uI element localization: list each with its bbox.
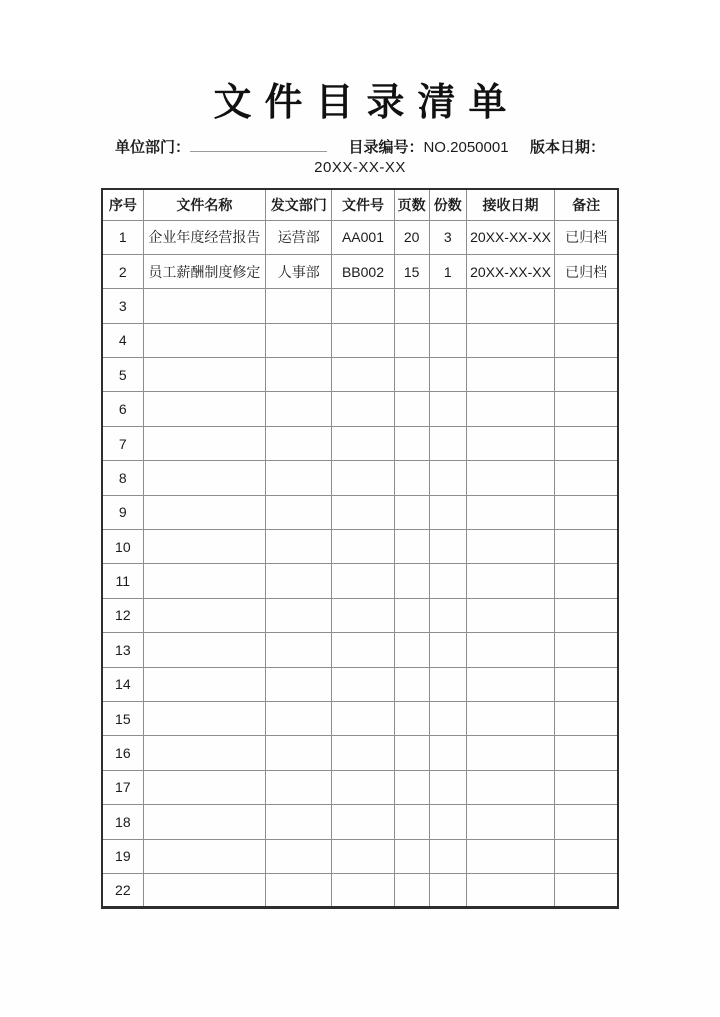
table-cell (429, 289, 466, 323)
row-number-cell: 17 (102, 770, 143, 804)
row-number-cell: 4 (102, 323, 143, 357)
table-cell (332, 426, 394, 460)
row-number-cell: 8 (102, 461, 143, 495)
table-cell (555, 530, 618, 564)
table-cell (466, 770, 554, 804)
table-cell (394, 667, 429, 701)
table-cell (266, 530, 332, 564)
table-row (102, 461, 618, 495)
table-cell (466, 289, 554, 323)
column-header: 接收日期 (466, 189, 554, 220)
table-cell (266, 701, 332, 735)
table-row (102, 426, 618, 460)
table-cell (555, 495, 618, 529)
table-cell (143, 701, 265, 735)
version-date-value: 20XX-XX-XX (314, 159, 406, 176)
table-cell: 已归档 (555, 220, 618, 254)
table-cell (555, 770, 618, 804)
table-cell (332, 805, 394, 839)
table-cell (466, 839, 554, 873)
table-row (102, 701, 618, 735)
table-cell (466, 736, 554, 770)
catalog-number-value: NO.2050001 (423, 139, 509, 156)
table-row (102, 530, 618, 564)
table-cell: 员工薪酬制度修定 (143, 254, 265, 288)
table-cell (143, 805, 265, 839)
table-row (102, 873, 618, 907)
table-cell (555, 633, 618, 667)
table-cell (429, 461, 466, 495)
table-cell: 3 (429, 220, 466, 254)
table-cell (143, 633, 265, 667)
table-cell (429, 805, 466, 839)
table-cell (143, 426, 265, 460)
table-cell: 企业年度经营报告 (143, 220, 265, 254)
table-cell (266, 667, 332, 701)
table-cell (143, 598, 265, 632)
row-number-cell: 12 (102, 598, 143, 632)
row-number-cell: 3 (102, 289, 143, 323)
table-cell (394, 358, 429, 392)
table-cell (466, 564, 554, 598)
table-cell (466, 323, 554, 357)
table-cell (332, 495, 394, 529)
table-cell (555, 701, 618, 735)
table-cell (394, 289, 429, 323)
table-cell (429, 633, 466, 667)
table-cell (394, 426, 429, 460)
table-cell (466, 873, 554, 907)
table-cell (332, 701, 394, 735)
row-number-cell: 9 (102, 495, 143, 529)
catalog-number-field (348, 138, 508, 157)
table-cell (143, 289, 265, 323)
row-number-cell: 16 (102, 736, 143, 770)
table-cell (143, 323, 265, 357)
unit-department-blank (190, 138, 327, 152)
table-cell (143, 839, 265, 873)
table-cell (266, 289, 332, 323)
table-cell (394, 323, 429, 357)
table-cell (466, 805, 554, 839)
table-cell (555, 873, 618, 907)
table-header-row (102, 189, 618, 220)
table-cell (429, 770, 466, 804)
column-header: 页数 (394, 189, 429, 220)
table-cell (429, 701, 466, 735)
table-cell (555, 358, 618, 392)
table-cell (555, 392, 618, 426)
table-cell (429, 667, 466, 701)
table-row (102, 667, 618, 701)
table-cell (143, 667, 265, 701)
table-cell (266, 839, 332, 873)
table-cell: 20XX-XX-XX (466, 220, 554, 254)
table-cell (394, 805, 429, 839)
table-cell (429, 530, 466, 564)
version-date-label: 版本日期： (529, 139, 605, 156)
table-cell (143, 770, 265, 804)
table-cell (332, 770, 394, 804)
table-cell (394, 564, 429, 598)
table-cell (555, 426, 618, 460)
row-number-cell: 7 (102, 426, 143, 460)
table-cell (555, 736, 618, 770)
table-row (102, 736, 618, 770)
table-cell: 已归档 (555, 254, 618, 288)
table-cell (143, 358, 265, 392)
table-cell (394, 598, 429, 632)
table-cell (143, 495, 265, 529)
table-cell (332, 598, 394, 632)
table-row (102, 254, 618, 288)
table-cell: 运营部 (266, 220, 332, 254)
column-header: 序号 (102, 189, 143, 220)
table-cell (466, 495, 554, 529)
table-cell (332, 564, 394, 598)
table-cell (394, 633, 429, 667)
table-cell (266, 495, 332, 529)
unit-department-label: 单位部门： (115, 139, 191, 156)
table-cell (332, 873, 394, 907)
table-cell (394, 530, 429, 564)
table-row (102, 633, 618, 667)
table-cell (332, 392, 394, 426)
table-cell (394, 495, 429, 529)
table-cell (429, 495, 466, 529)
table-row (102, 220, 618, 254)
row-number-cell: 19 (102, 839, 143, 873)
table-row (102, 839, 618, 873)
table-row (102, 805, 618, 839)
column-header: 文件号 (332, 189, 394, 220)
row-number-cell: 11 (102, 564, 143, 598)
table-cell (466, 530, 554, 564)
table-cell (466, 358, 554, 392)
table-cell (266, 633, 332, 667)
table-cell (332, 461, 394, 495)
row-number-cell: 22 (102, 873, 143, 907)
table-cell (429, 736, 466, 770)
table-cell (394, 461, 429, 495)
table-cell (555, 461, 618, 495)
table-cell (555, 598, 618, 632)
table-cell (555, 323, 618, 357)
row-number-cell: 1 (102, 220, 143, 254)
table-cell (429, 392, 466, 426)
row-number-cell: 13 (102, 633, 143, 667)
table-cell (266, 598, 332, 632)
table-cell (394, 770, 429, 804)
row-number-cell: 5 (102, 358, 143, 392)
column-header: 文件名称 (143, 189, 265, 220)
table-cell (466, 461, 554, 495)
table-cell (466, 633, 554, 667)
page-title: 文件目录清单 (213, 82, 520, 124)
table-cell: 15 (394, 254, 429, 288)
table-cell (555, 289, 618, 323)
table-cell: AA001 (332, 220, 394, 254)
table-cell (555, 805, 618, 839)
table-row (102, 358, 618, 392)
table-cell (394, 839, 429, 873)
table-cell (466, 392, 554, 426)
table-body (102, 220, 618, 908)
table-cell (266, 805, 332, 839)
table-row (102, 495, 618, 529)
table-cell (466, 701, 554, 735)
table-row (102, 598, 618, 632)
table-cell (143, 461, 265, 495)
table-cell (266, 426, 332, 460)
table-cell: 20XX-XX-XX (466, 254, 554, 288)
table-row (102, 564, 618, 598)
table-cell (332, 323, 394, 357)
table-row (102, 770, 618, 804)
table-cell (266, 736, 332, 770)
table-cell (394, 392, 429, 426)
table-cell: BB002 (332, 254, 394, 288)
table-cell (332, 530, 394, 564)
row-number-cell: 15 (102, 701, 143, 735)
table-cell (429, 323, 466, 357)
catalog-number-label: 目录编号： (348, 139, 424, 156)
table-cell (266, 461, 332, 495)
table-cell (332, 839, 394, 873)
version-date-field (530, 138, 605, 157)
table-cell (466, 426, 554, 460)
table-cell: 人事部 (266, 254, 332, 288)
table-cell (143, 873, 265, 907)
table-cell (332, 289, 394, 323)
table-row (102, 392, 618, 426)
row-number-cell: 6 (102, 392, 143, 426)
table-cell (394, 701, 429, 735)
table-cell (429, 873, 466, 907)
table-cell (332, 667, 394, 701)
header-info-line1 (115, 138, 605, 157)
header-info (115, 138, 605, 177)
table-cell (332, 633, 394, 667)
table-cell (266, 392, 332, 426)
table-cell (143, 530, 265, 564)
table-cell (429, 564, 466, 598)
table-cell (143, 392, 265, 426)
table-cell (394, 736, 429, 770)
table-cell (555, 839, 618, 873)
table-cell (429, 839, 466, 873)
column-header: 发文部门 (266, 189, 332, 220)
table-cell (429, 598, 466, 632)
table-cell (143, 736, 265, 770)
table-cell (332, 736, 394, 770)
document-page (0, 80, 720, 1017)
table-cell (555, 564, 618, 598)
table-cell (266, 873, 332, 907)
row-number-cell: 14 (102, 667, 143, 701)
table-cell (466, 598, 554, 632)
table-cell (332, 358, 394, 392)
table-cell (143, 564, 265, 598)
table-cell (394, 873, 429, 907)
table-cell (266, 770, 332, 804)
column-header: 份数 (429, 189, 466, 220)
row-number-cell: 10 (102, 530, 143, 564)
table-cell (429, 426, 466, 460)
table-cell: 20 (394, 220, 429, 254)
row-number-cell: 18 (102, 805, 143, 839)
unit-department-field (115, 138, 327, 157)
table-cell (266, 564, 332, 598)
table-cell (555, 667, 618, 701)
row-number-cell: 2 (102, 254, 143, 288)
table-cell (266, 358, 332, 392)
table-cell (429, 358, 466, 392)
table-cell: 1 (429, 254, 466, 288)
table-cell (466, 667, 554, 701)
table-row (102, 323, 618, 357)
file-directory-table (101, 188, 619, 909)
table-cell (266, 323, 332, 357)
column-header: 备注 (555, 189, 618, 220)
table-row (102, 289, 618, 323)
